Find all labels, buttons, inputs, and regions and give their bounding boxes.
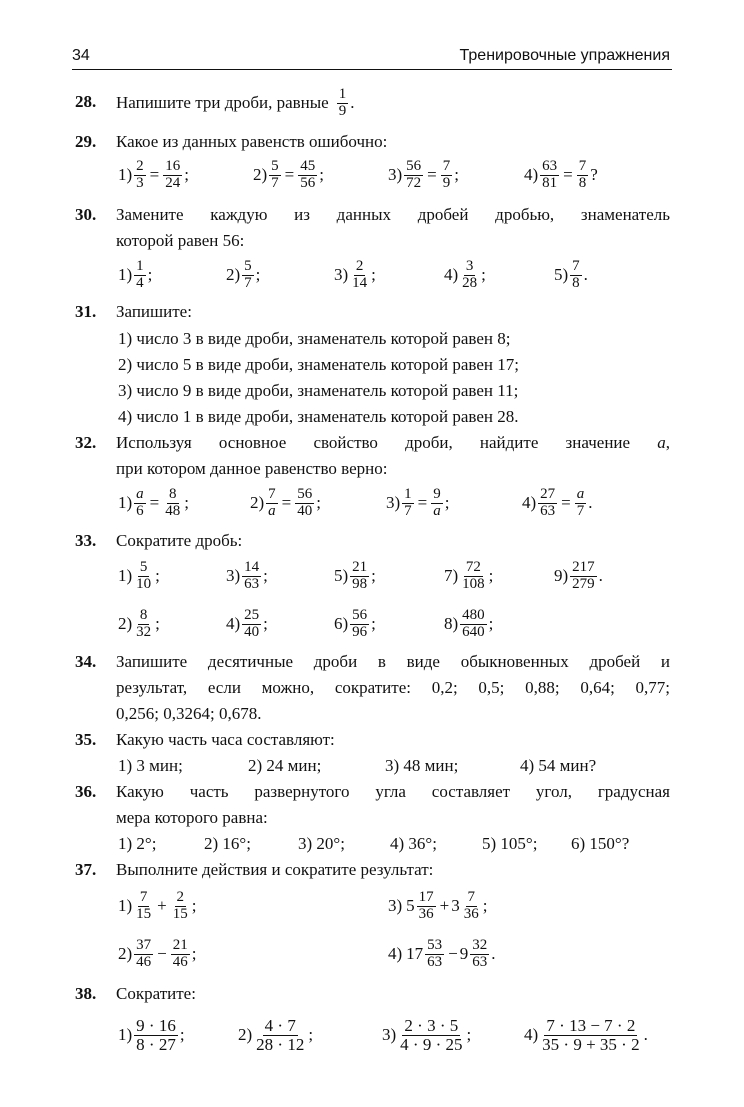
expression-item: 3) 5 $\frac{17}{36}$ + 3 $\frac{7}{36}$ ;: [388, 888, 488, 922]
equation-item: 3) $\frac{1}{7}$ = $\frac{9}{a}$ ;: [386, 485, 450, 519]
expression-item: 1) $\frac{7}{15}$ + $\frac{2}{15}$ ;: [118, 888, 197, 922]
fraction-item: 2) $\frac{4 \cdot 7}{28 \cdot 12}$ ;: [238, 1015, 314, 1054]
problem-text: 0,256; 0,3264; 0,678.: [116, 704, 262, 723]
list-item: 1) число 3 в виде дроби, знаменатель которой равен 8;: [118, 329, 511, 348]
problem-text: Сократите:: [116, 984, 196, 1003]
problem-number: 38.: [75, 984, 97, 1003]
problem-number: 33.: [75, 531, 97, 550]
fraction: $\frac{1}{9}$: [338, 85, 347, 119]
problem-number: 29.: [75, 132, 97, 151]
problem-text: мера которого равна:: [116, 808, 268, 827]
problem-text: Запишите десятичные дроби в виде обыкновенных дробей и: [116, 652, 670, 671]
problem-text: при котором данное равенство верно:: [116, 459, 388, 478]
problem-text: Какую часть часа составляют:: [116, 730, 335, 749]
answer-item: 5) 105°;: [482, 834, 538, 853]
answer-item: 3) 48 мин;: [385, 756, 459, 775]
answer-item: 6) 150°?: [571, 834, 630, 853]
problem-text: Выполните действия и сократите результат:: [116, 860, 434, 879]
equation-item: 1) $\frac{a}{6}$ = $\frac{8}{48}$ ;: [118, 485, 189, 519]
problem-number: 31.: [75, 302, 97, 321]
answer-item: 3) 20°;: [298, 834, 345, 853]
fraction-item: 6) $\frac{56}{96}$ ;: [334, 606, 376, 640]
fraction-item: 7) $\frac{72}{108}$ ;: [444, 558, 494, 592]
problem-text: Какое из данных равенств ошибочно:: [116, 132, 388, 151]
problem-text: которой равен 56:: [116, 231, 245, 250]
equation-item: 3) $\frac{56}{72}$ = $\frac{7}{9}$ ;: [388, 157, 459, 191]
fraction-item: 1) $\frac{5}{10}$ ;: [118, 558, 160, 592]
fraction-item: 1) $\frac{1}{4}$ ;: [118, 257, 153, 291]
fraction-item: 2) $\frac{5}{7}$ ;: [226, 257, 261, 291]
equation-item: 4) $\frac{27}{63}$ = $\frac{a}{7}$ .: [522, 485, 593, 519]
fraction-item: 5) $\frac{21}{98}$ ;: [334, 558, 376, 592]
fraction-item: 5) $\frac{7}{8}$ .: [554, 257, 588, 291]
fraction-item: 3) $\frac{14}{63}$ ;: [226, 558, 268, 592]
answer-item: 1) 3 мин;: [118, 756, 183, 775]
problem-number: 36.: [75, 782, 97, 801]
fraction-item: 4) $\frac{25}{40}$ ;: [226, 606, 268, 640]
answer-item: 1) 2°;: [118, 834, 157, 853]
fraction-item: 9) $\frac{217}{279}$ .: [554, 558, 603, 592]
problem-text: Напишите три дроби, равные: [116, 93, 329, 112]
fraction-item: 3) $\frac{2 \cdot 3 \cdot 5}{4 \cdot 9 \cdot 25}$ ;: [382, 1015, 472, 1054]
problem-text: Запишите:: [116, 302, 192, 321]
page-header: [72, 47, 672, 70]
fraction-item: 1) $\frac{9 \cdot 16}{8 \cdot 27}$ ;: [118, 1015, 185, 1054]
fraction-item: 2) $\frac{8}{32}$ ;: [118, 606, 160, 640]
equation-item: 4) $\frac{63}{81}$ = $\frac{7}{8}$ ?: [524, 157, 598, 191]
answer-item: 2) 24 мин;: [248, 756, 322, 775]
page-number: 34: [72, 47, 90, 64]
answer-item: 4) 36°;: [390, 834, 437, 853]
expression-item: 2) $\frac{37}{46}$ − $\frac{21}{46}$ ;: [118, 936, 197, 970]
problem-text: Какую часть развернутого угла составляет угол, градусная: [116, 782, 670, 801]
answer-item: 2) 16°;: [204, 834, 251, 853]
problem-number: 37.: [75, 860, 97, 879]
list-item: 4) число 1 в виде дроби, знаменатель которой равен 28.: [118, 407, 519, 426]
equation-item: 2) $\frac{5}{7}$ = $\frac{45}{56}$ ;: [253, 157, 324, 191]
problem-text: Сократите дробь:: [116, 531, 243, 550]
fraction-item: 3) $\frac{2}{14}$ ;: [334, 257, 376, 291]
problem-number: 32.: [75, 433, 97, 452]
textbook-page: 34 Тренировочные упражнения 28. Напишите три дроби, равные $\frac{1}{9}$ . 29. Какое из данных равенств ошибочно: 1) $\frac{2}{3}$ = $\frac{16}{24}$ ; 2) $\frac{5}{7}$ = $\frac{45}{56}$ ; 3) $\frac{56}{72}$ = $\frac{7}{9}$ ; 4) $\frac{63}{81}$ = $\frac{7}{8}$ ? 30. Замените каждую из данных дробей дробью, знаменатель которой равен 56: 1) $\frac{1}{4}$ ; 2) $\frac{5}{7}$ ; 3) $\frac{2}{14}$ ; 4) $\frac{3}{28}$ ; 5) $\frac{7}{8}$ . 31. Запишите: 1) число 3 в виде дроби, знаменатель которой равен 8; 2) число 5 в виде дроби, знаменатель которой равен 17; 3) число 9 в виде дроби, знаменатель которой равен 11; 4) число 1 в виде дроби, знаменатель которой равен 28. 32. Используя основное свойство дроби, найдите значение a, при котором данное равенство верно: 1) $\frac{a}{6}$ = $\frac{8}{48}$ ; 2) $\frac{7}{a}$ = $\frac{56}{40}$ ; 3) $\frac{1}{7}$ = $\frac{9}{a}$ ; 4) $\frac{27}{63}$ = $\frac{a}{7}$ . 33. Сократите дробь: 1) $\frac{5}{10}$ ; 3) $\frac{14}{63}$ ; 5) $\frac{21}{98}$ ; 7) $\frac{72}{108}$ ; 9) $\frac{217}{279}$ . 2) $\frac{8}{32}$ ; 4) $\frac{25}{40}$ ; 6) $\frac{56}{96}$ ; 8) $\frac{480}{640}$ ; 34. Запишите десятичные дроби в виде обыкновенных дробей и результат, если можно, сократите: 0,2; 0,5; 0,88; 0,64; 0,77; 0,256; 0,3264; 0,678. 35. Какую часть часа составляют: 1) 3 мин; 2) 24 мин; 3) 48 мин; 4) 54 мин? 36. Какую часть развернутого угла составляет угол, градусная мера которого равна: 1) 2°; 2) 16°; 3) 20°; 4) 36°; 5) 105°; 6) 150°? 37. Выполните действия и сократите результат: 1) $\frac{7}{15}$ + $\frac{2}{15}$ ; 2) $\frac{37}{46}$ − $\frac{21}{46}$ ; 3) 5 $\frac{17}{36}$ + 3 $\frac{7}{36}$ ; 4) 17 $\frac{53}{63}$ − 9 $\frac{32}{63}$ . 38. Сократите: 1) $\frac{9 \cdot 16}{8 \cdot 27}$ ; 2) $\frac{4 \cdot 7}{28 \cdot 12}$ ; 3) $\frac{2 \cdot 3 \cdot 5}{4 \cdot 9 \cdot 25}$ ; 4) $\frac{7 \cdot 13 - 7 \cdot 2}{35 \cdot 9 + 35 \cdot 2}$ .: [72, 47, 670, 1054]
fraction-item: 8) $\frac{480}{640}$ ;: [444, 606, 494, 640]
fraction-item: 4) $\frac{7 \cdot 13 - 7 \cdot 2}{35 \cdot 9 + 35 \cdot 2}$ .: [524, 1015, 648, 1054]
problem-number: 28.: [75, 92, 97, 111]
equation-item: 2) $\frac{7}{a}$ = $\frac{56}{40}$ ;: [250, 485, 321, 519]
problem-text: Замените каждую из данных дробей дробью, знаменатель: [116, 205, 670, 224]
list-item: 3) число 9 в виде дроби, знаменатель которой равен 11;: [118, 381, 519, 400]
list-item: 2) число 5 в виде дроби, знаменатель которой равен 17;: [118, 355, 519, 374]
problem-text: результат, если можно, сократите: 0,2; 0,5; 0,88; 0,64; 0,77;: [116, 678, 670, 697]
problem-text: Используя основное свойство дроби, найдите значение a,: [116, 433, 670, 452]
fraction-item: 4) $\frac{3}{28}$ ;: [444, 257, 486, 291]
problem-number: 34.: [75, 652, 97, 671]
problem-number: 35.: [75, 730, 97, 749]
equation-item: 1) $\frac{2}{3}$ = $\frac{16}{24}$ ;: [118, 157, 189, 191]
expression-item: 4) 17 $\frac{53}{63}$ − 9 $\frac{32}{63}$ .: [388, 936, 496, 970]
problem-number: 30.: [75, 205, 97, 224]
running-title: Тренировочные упражнения: [459, 47, 670, 64]
answer-item: 4) 54 мин?: [520, 756, 597, 775]
